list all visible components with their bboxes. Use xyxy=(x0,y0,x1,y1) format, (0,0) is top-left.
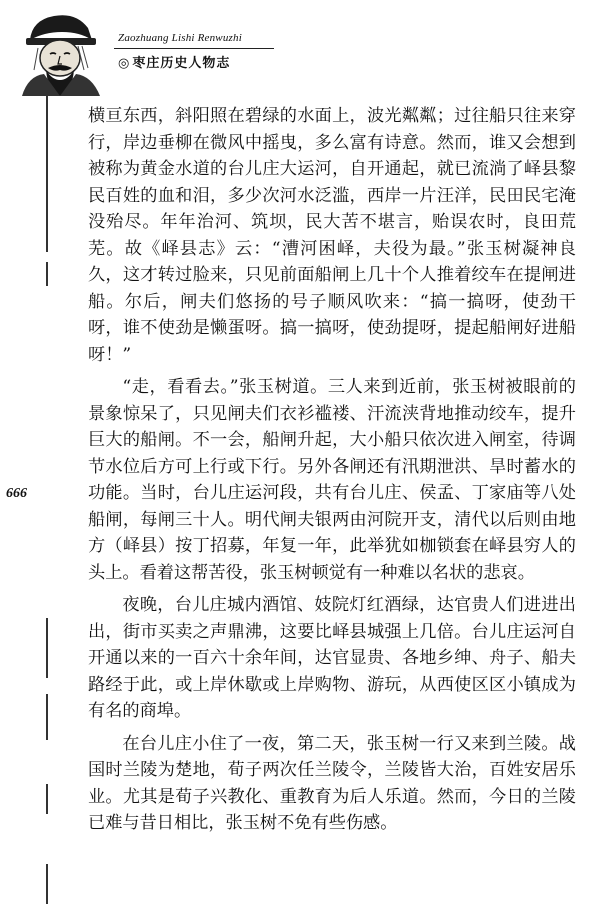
header-divider xyxy=(114,48,274,49)
margin-rule xyxy=(46,694,48,740)
paragraph: 横亘东西，斜阳照在碧绿的水面上，波光粼粼；过往船只往来穿行，岸边垂柳在微风中摇曳，多么富有诗意。然而，谁又会想到被称为黄金水道的台儿庄大运河，自开通起，就已流淌了峄县黎民百姓的血和泪，多少次河水泛滥，西岸一片汪洋，民田民宅淹没殆尽。年年治河、筑坝，民大苦不堪言，贻误农时，良田荒芜。故《峄县志》云：“漕河困峄，夫役为最。”张玉树凝神良久，这才转过脸来，只见前面船闸上几十个人推着绞车在提闸进船。尔后，闸夫们悠扬的号子顺风吹来：“搞一搞呀，使劲干呀，谁不使劲是懒蛋呀。搞一搞呀，使劲提呀，提起船闸好进船呀！” xyxy=(88,106,576,365)
portrait-illustration xyxy=(18,10,110,96)
running-header xyxy=(18,10,268,98)
margin-rule xyxy=(46,864,48,904)
paragraph: 夜晚，台儿庄城内酒馆、妓院灯红酒绿，达官贵人们进进出出，街市买卖之声鼎沸，这要比峄县城强上几倍。台儿庄运河自开通以来的一百六十余年间，达官显贵、各地乡绅、舟子、船夫路经于此，或上岸休歇或上岸购物、游玩，从西使区区小镇成为有名的商埠。 xyxy=(88,595,576,721)
paragraph: “走，看看去。”张玉树道。三人来到近前，张玉树被眼前的景象惊呆了，只见闸夫们衣衫褴褛、汗流浃背地推动绞车，提升巨大的船闸。不一会，船闸升起，大小船只依次进入闸室，待调节水位后方可上行或下行。另外各闸还有汛期泄洪、旱时蓄水的功能。当时，台儿庄运河段，共有台儿庄、侯孟、丁家庙等八处船闸，每闸三十人。明代闸夫银两由河院开支，清代以后则由地方（峄县）按丁招募，年复一年，此举犹如枷锁套在峄县穷人的头上。看着这帮苦役，张玉树顿觉有一种难以名状的悲哀。 xyxy=(88,377,576,583)
margin-rule xyxy=(46,262,48,286)
header-symbol: ◎ xyxy=(118,56,131,71)
header-latin-title: Zaozhuang Lishi Renwuzhi xyxy=(118,32,242,44)
margin-rule xyxy=(46,784,48,814)
header-chinese-title xyxy=(118,52,230,71)
margin-rule xyxy=(46,618,48,678)
margin-rule-top xyxy=(46,96,48,252)
paragraph: 在台儿庄小住了一夜，第二天，张玉树一行又来到兰陵。战国时兰陵为楚地，荀子两次任兰陵令，兰陵皆大治，百姓安居乐业。尤其是荀子兴教化、重教育为后人乐道。然而，今日的兰陵已难与昔日相比，张玉树不免有些伤感。 xyxy=(88,733,576,833)
header-title-text: 枣庄历史人物志 xyxy=(132,56,231,71)
body-text xyxy=(88,103,576,837)
page-number: 666 xyxy=(6,486,27,501)
